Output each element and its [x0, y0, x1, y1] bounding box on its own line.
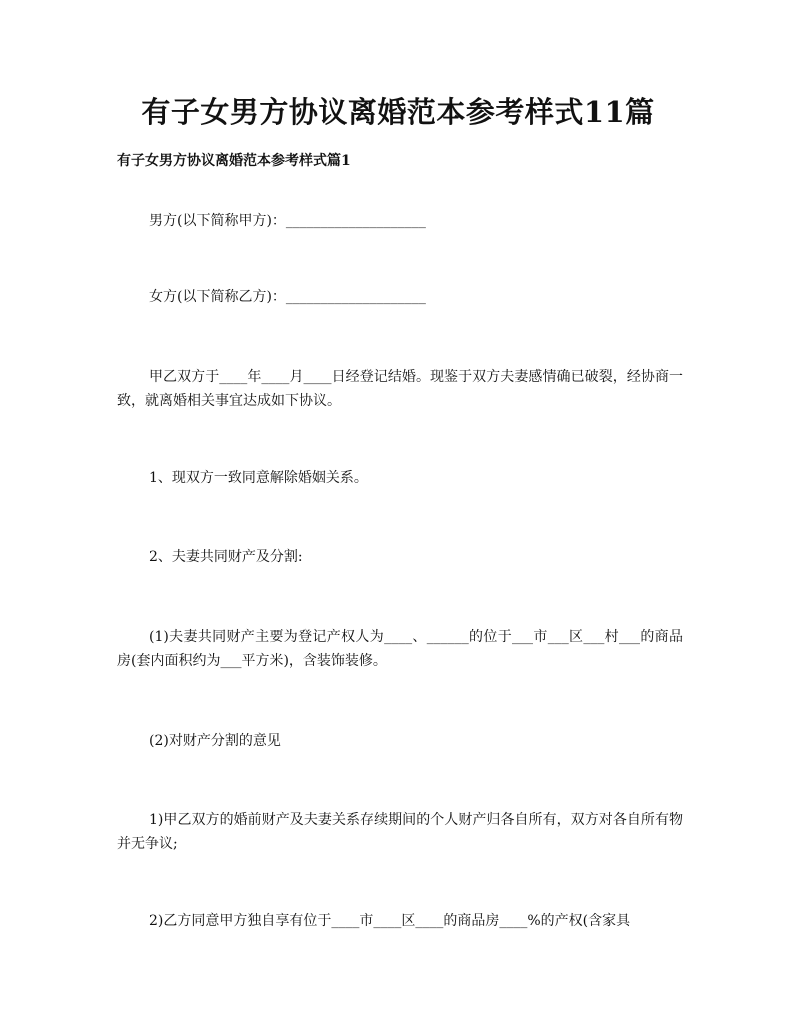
house-share-paragraph: 2)乙方同意甲方独自享有位于____市____区____的商品房____%的产权(含家具	[149, 913, 631, 929]
section-heading: 有子女男方协议离婚范本参考样式篇1	[117, 153, 351, 169]
property-division-heading: (2)对财产分割的意见	[149, 733, 281, 749]
property-description-paragraph: (1)夫妻共同财产主要为登记产权人为____、______的位于___市___区___村___的商品房(套内面积约为___平方米)，含装饰装修。	[117, 629, 683, 669]
husband-line: 男方(以下简称甲方)：____________________	[149, 213, 426, 229]
clause-1-paragraph: 1、现双方一致同意解除婚姻关系。	[149, 470, 368, 486]
document-title: 有子女男方协议离婚范本参考样式11篇	[141, 95, 655, 129]
marriage-statement-paragraph: 甲乙双方于____年____月____日经登记结婚。现鉴于双方夫妻感情确已破裂，经协商一致，就离婚相关事宜达成如下协议。	[117, 369, 683, 409]
clause-2-paragraph: 2、夫妻共同财产及分割:	[149, 549, 303, 565]
premarital-property-paragraph: 1)甲乙双方的婚前财产及夫妻关系存续期间的个人财产归各自所有，双方对各自所有物并无争议;	[117, 812, 683, 852]
wife-line: 女方(以下简称乙方)：____________________	[149, 289, 426, 305]
